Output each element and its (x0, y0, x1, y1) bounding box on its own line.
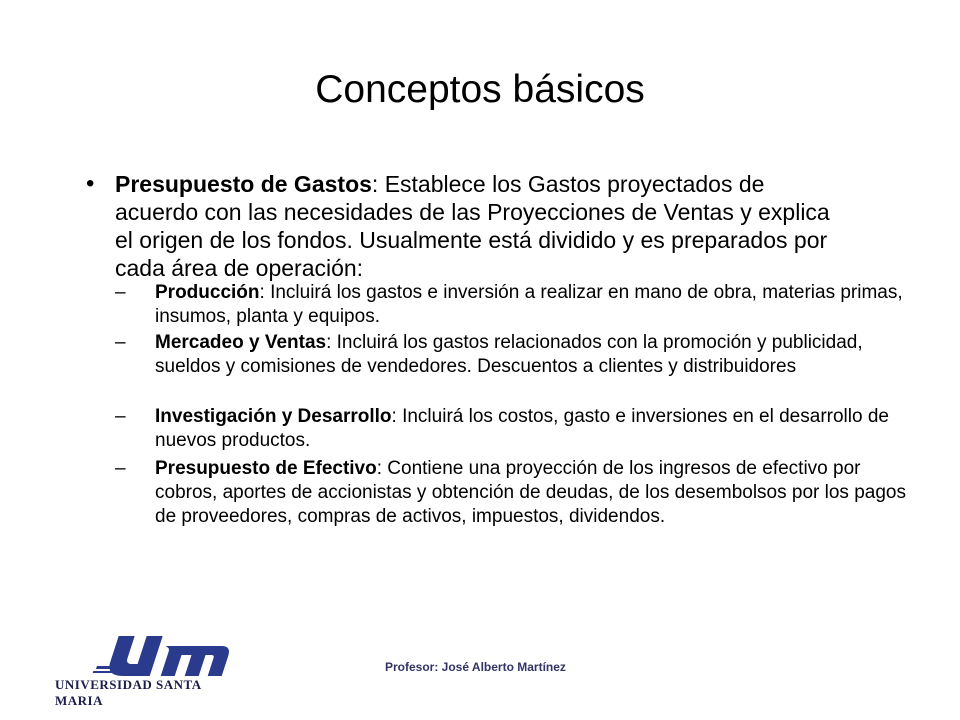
subitem-term: Presupuesto de Efectivo (155, 458, 377, 479)
sub-dash: – (115, 332, 126, 353)
main-bullet-text: : Establece los Gastos proyectados de acuerdo con las necesidades de las Proyecciones de Ventas y explica el origen de los fondos. Usualmente está dividido y es preparados por cada área de operación: (115, 171, 830, 281)
subitem-term: Producción (155, 282, 260, 303)
bullet-marker: • (86, 170, 95, 197)
subitem-text: : Incluirá los costos, gasto e inversiones en el desarrollo de nuevos productos. (155, 406, 889, 451)
sub-dash: – (115, 406, 126, 427)
sub-dash: – (115, 282, 126, 303)
slide-title: Conceptos básicos (315, 68, 645, 111)
professor-credit: Profesor: José Alberto Martínez (385, 660, 566, 674)
main-bullet-term: Presupuesto de Gastos (115, 171, 372, 197)
main-bullet (115, 170, 850, 282)
subitem-text: : Incluirá los gastos relacionados con la promoción y publicidad, sueldos y comisiones de vendedores. Descuentos a clientes y distribuidores (155, 332, 863, 377)
subitem-term: Investigación y Desarrollo (155, 406, 392, 427)
subitem-text: : Incluirá los gastos e inversión a realizar en mano de obra, materias primas, insumos, planta y equipos. (155, 282, 903, 327)
university-name: UNIVERSIDAD SANTA MARIA (55, 677, 201, 708)
subitem-text: : Contiene una proyección de los ingresos de efectivo por cobros, aportes de accionistas y obtención de deudas, de los desembolsos por los pagos de proveedores, compras de activos, impuestos, dividendos. (155, 458, 906, 527)
subitem-term: Mercadeo y Ventas (155, 332, 327, 353)
sub-dash: – (115, 458, 126, 479)
